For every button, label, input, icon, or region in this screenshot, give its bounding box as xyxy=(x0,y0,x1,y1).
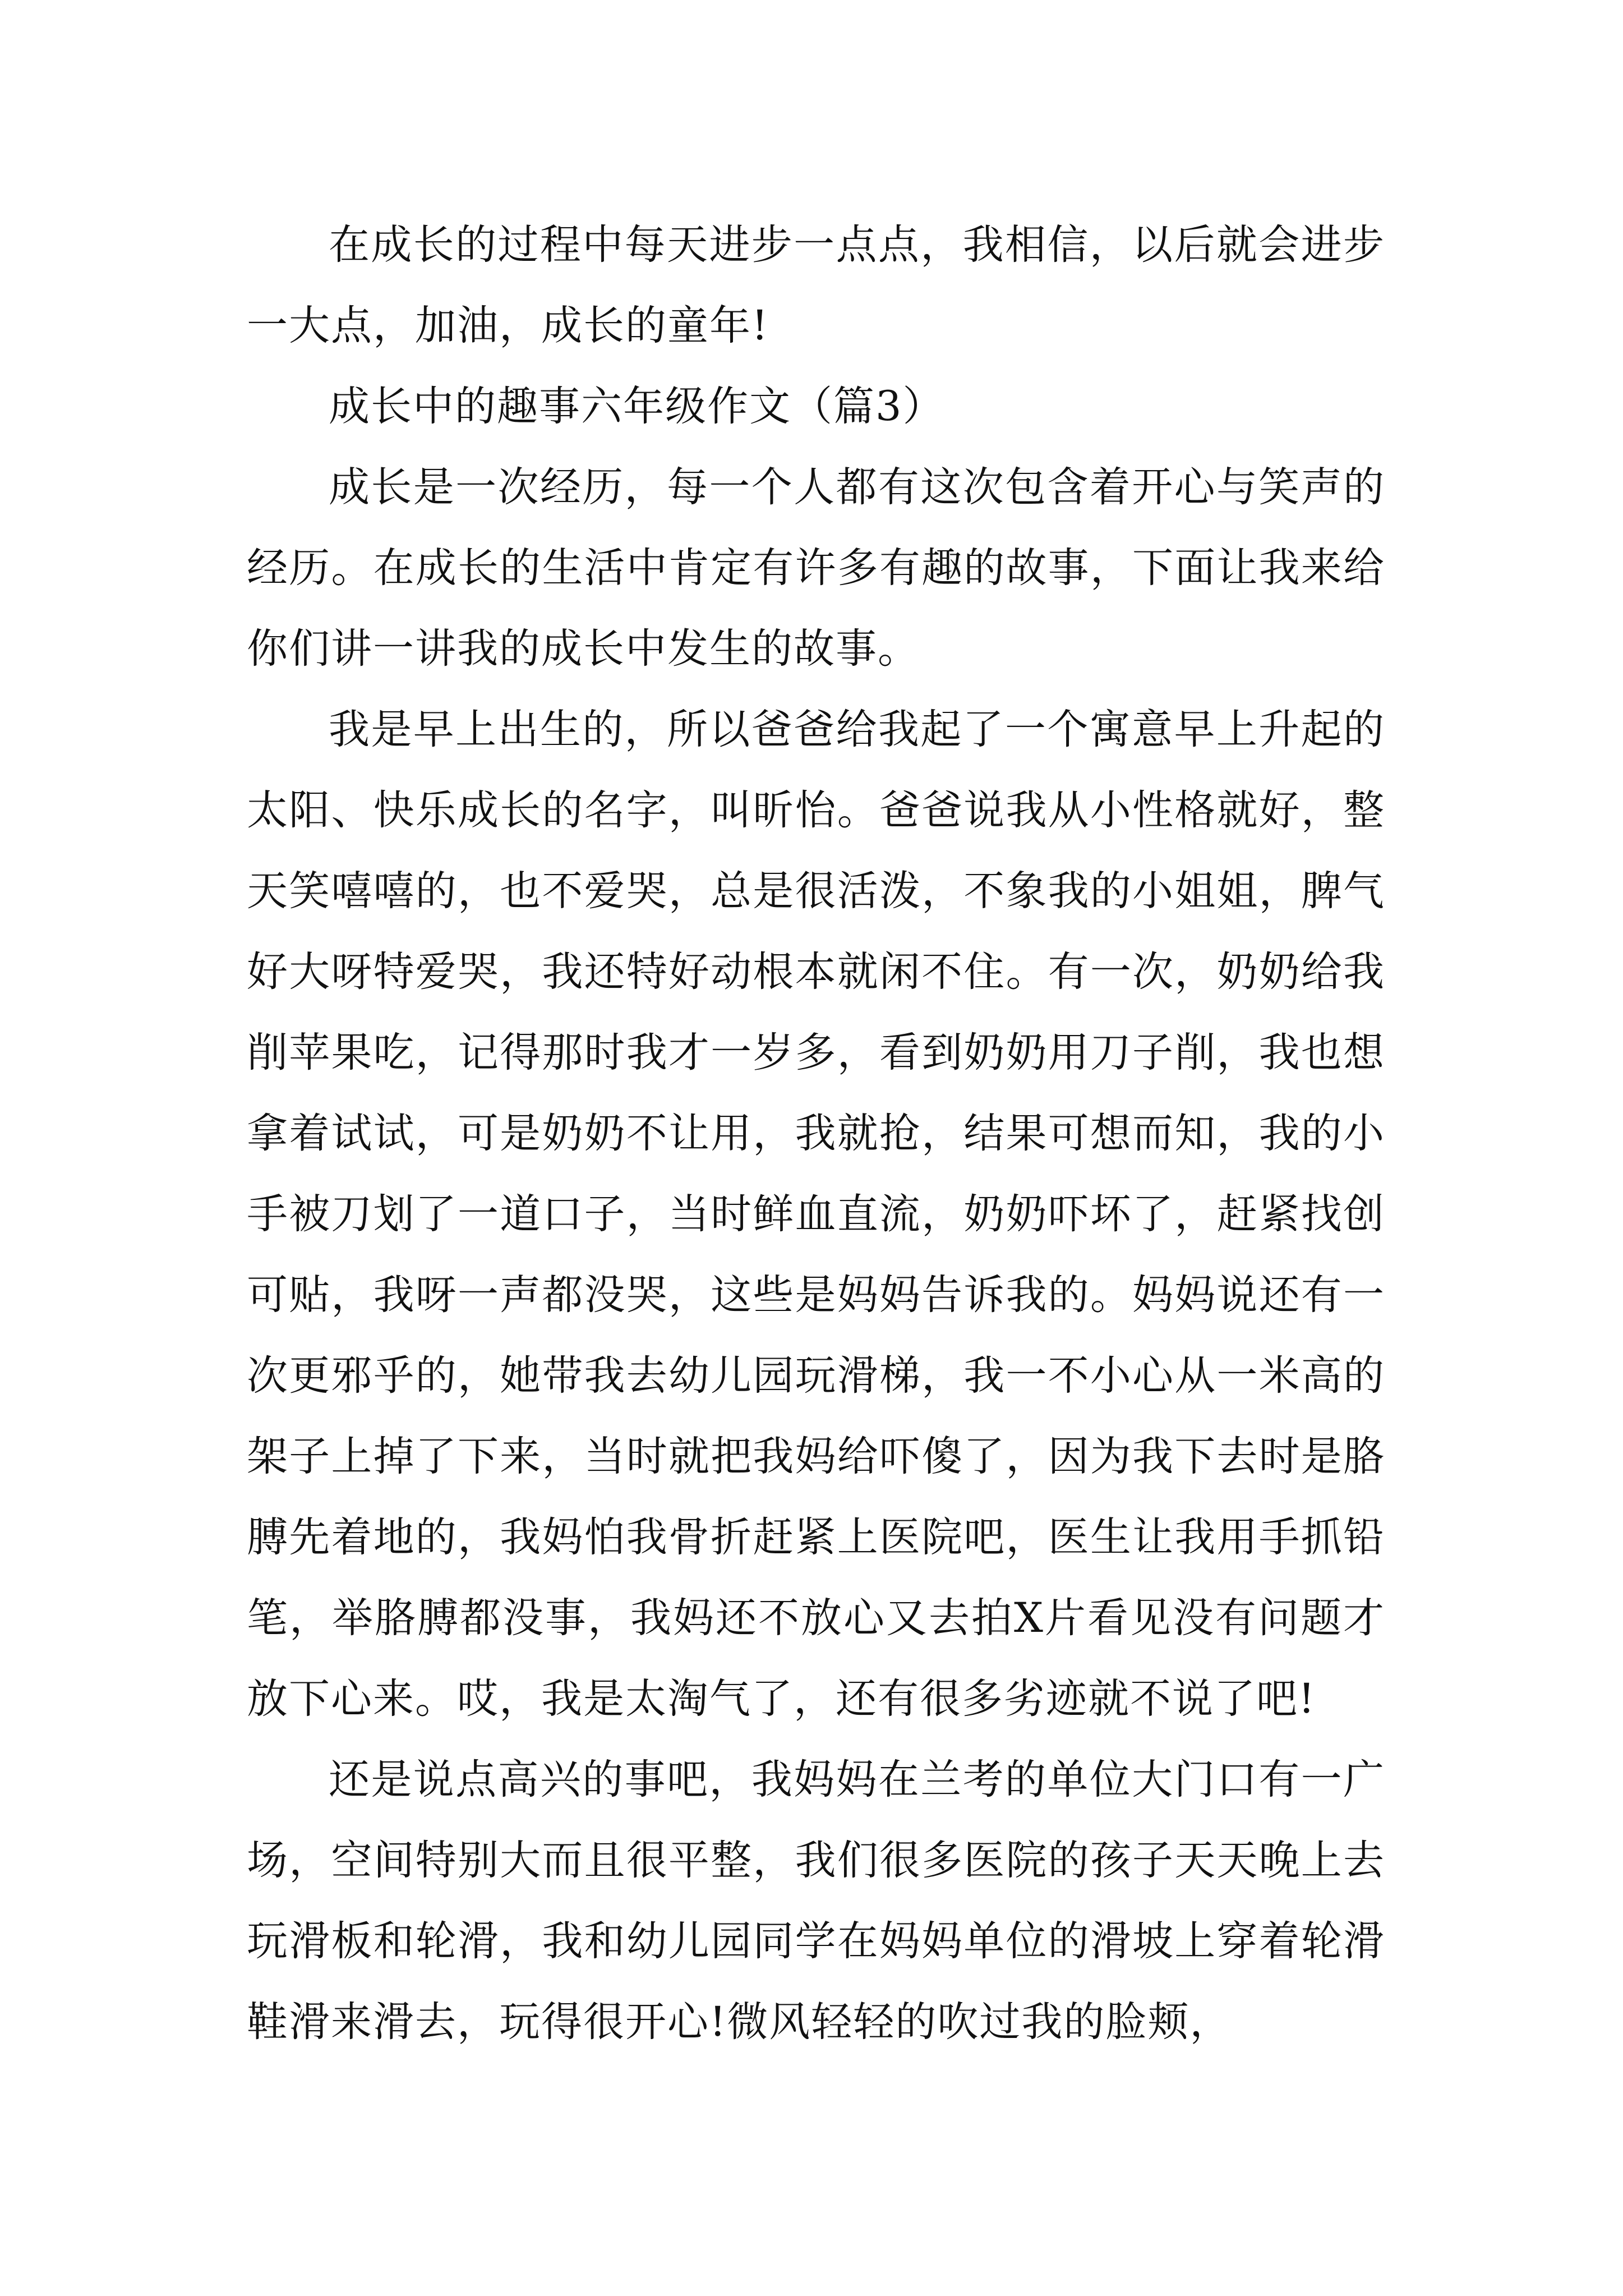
paragraph-childhood-stories: 我是早上出生的，所以爸爸给我起了一个寓意早上升起的太阳、快乐成长的名字，叫昕怡。爸爸说我从小性格就好，整天笑嘻嘻的，也不爱哭，总是很活泼，不象我的小姐姐，脾气好大呀特爱哭，我还特好动根本就闲不住。有一次，奶奶给我削苹果吃，记得那时我才一岁多，看到奶奶用刀子削，我也想拿着试试，可是奶奶不让用，我就抢，结果可想而知，我的小手被刀划了一道口子，当时鲜血直流，奶奶吓坏了，赶紧找创可贴，我呀一声都没哭，这些是妈妈告诉我的。妈妈说还有一次更邪乎的，她带我去幼儿园玩滑梯，我一不小心从一米高的架子上掉了下来，当时就把我妈给吓傻了，因为我下去时是胳膊先着地的，我妈怕我骨折赶紧上医院吧，医生让我用手抓铅笔，举胳膊都没事，我妈还不放心又去拍X片看见没有问题才放下心来。哎，我是太淘气了，还有很多劣迹就不说了吧! xyxy=(247,706,1385,1723)
document-body xyxy=(247,205,1385,2063)
paragraph-closing: 在成长的过程中每天进步一点点，我相信，以后就会进步一大点，加油，成长的童年! xyxy=(247,221,1385,349)
essay-heading: 成长中的趣事六年级作文（篇3） xyxy=(329,383,945,430)
paragraph-happy-things: 还是说点高兴的事吧，我妈妈在兰考的单位大门口有一广场，空间特别大而且很平整，我们很多医院的孩子天天晚上去玩滑板和轮滑，我和幼儿园同学在妈妈单位的滑坡上穿着轮滑鞋滑来滑去，玩得很开心!微风轻轻的吹过我的脸颊， xyxy=(247,1756,1385,2046)
paragraph-intro: 成长是一次经历，每一个人都有这次包含着开心与笑声的经历。在成长的生活中肯定有许多有趣的故事，下面让我来给你们讲一讲我的成长中发生的故事。 xyxy=(247,463,1385,673)
